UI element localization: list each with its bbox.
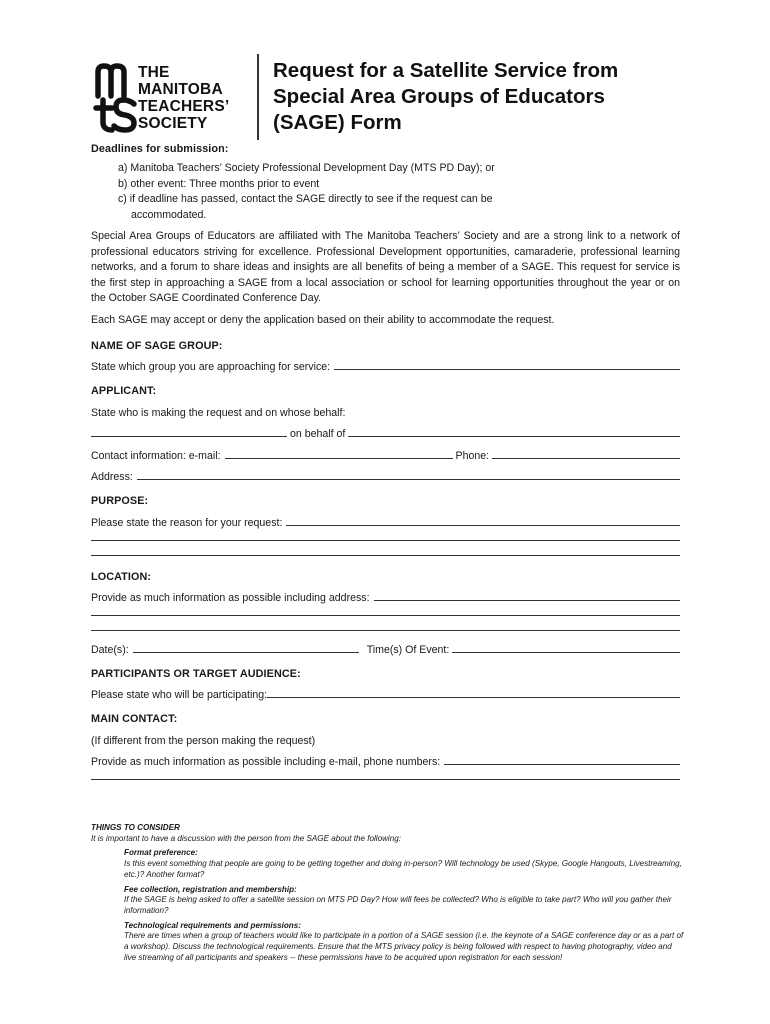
sage-group-label: State which group you are approaching for service: (91, 361, 331, 374)
on-behalf-field[interactable] (348, 427, 680, 437)
purpose-field-3[interactable] (91, 546, 680, 556)
phone-label: Phone: (455, 449, 490, 462)
title-line: Request for a Satellite Service from (273, 59, 619, 82)
consider-item (91, 921, 685, 964)
location-field-3[interactable] (91, 621, 680, 631)
location-heading: LOCATION: (91, 570, 152, 583)
consider-text: There are times when a group of teachers would like to participate in a portion of a SAGE session (i.e. the keynote of a SAGE conference day or as a part of a workshop). Discuss the technological requirements. Ensure that the MTS privacy policy is being followed with respect to having photography, video and live streaming of all participants and speakers -- these permissions have to be acquired upon registration for each session! (124, 931, 684, 962)
deadline-item: c) if deadline has passed, contact the SAGE directly to see if the request can be (118, 193, 493, 205)
logo-line: MANITOBA (138, 81, 223, 98)
consider-title: Format preference: (124, 848, 198, 858)
dates-field[interactable] (133, 643, 359, 653)
logo-line: TEACHERS’ (138, 98, 230, 115)
purpose-heading: PURPOSE: (91, 495, 149, 508)
main-contact-label: Provide as much information as possible including e-mail, phone numbers: (91, 756, 441, 769)
participants-row (91, 680, 680, 702)
contact-row (91, 440, 680, 462)
purpose-field-2[interactable] (91, 531, 680, 541)
main-contact-field[interactable] (444, 755, 680, 765)
on-behalf-label: on behalf of (290, 428, 346, 441)
location-label: Provide as much information as possible including address: (91, 592, 370, 605)
address-field[interactable] (137, 470, 680, 480)
date-time-row (91, 634, 680, 656)
intro-paragraph: Special Area Groups of Educators are affiliated with The Manitoba Teachers’ Society and are a strong link to a network of professional educators striving for excellence. Professional Development opportunities, camaraderie, professional learning networks, and a forum to share ideas and insights are all benefits of being a member of a SAGE. This request for service is the first step in approaching a SAGE from a local association or school for learning opportunities throughout the year or on the October SAGE Coordinated Conference Day. (91, 230, 680, 305)
title-line: (SAGE) Form (273, 111, 402, 134)
consider-item (91, 885, 685, 917)
participants-field[interactable] (267, 688, 680, 698)
main-contact-note: (If different from the person making the request) (91, 734, 316, 747)
logo-line: THE (138, 64, 170, 81)
phone-field[interactable] (492, 449, 680, 459)
consider-text: If the SAGE is being asked to offer a satellite session on MTS PD Day? How will fees be collected? Who is eligible to take part? Who will you gather their information? (124, 895, 672, 915)
applicant-heading: APPLICANT: (91, 385, 157, 398)
location-field-2[interactable] (91, 606, 680, 616)
form-content (91, 143, 680, 783)
consider-text: Is this event something that people are going to be getting together and doing in-person? Will technology be used (Skype, Google Hangouts, Livestreaming, etc.)? Another format? (124, 859, 682, 879)
location-field[interactable] (374, 591, 680, 601)
dates-label: Date(s): (91, 643, 129, 656)
sage-group-field[interactable] (334, 360, 680, 370)
participants-label: Please state who will be participating: (91, 689, 268, 702)
email-field[interactable] (225, 449, 453, 459)
location-row (91, 583, 680, 605)
logo-wordmark (138, 64, 229, 132)
times-label: Time(s) Of Event: (366, 643, 450, 656)
applicant-name-row (91, 419, 680, 441)
intro-paragraph-2: Each SAGE may accept or deny the application based on their ability to accommodate the request. (91, 313, 555, 326)
purpose-field[interactable] (286, 516, 680, 526)
purpose-line-3 (91, 544, 680, 559)
logo-line: SOCIETY (138, 115, 208, 132)
main-contact-row (91, 747, 680, 769)
things-intro: It is important to have a discussion with the person from the SAGE about the following: (91, 833, 401, 843)
participants-heading: PARTICIPANTS OR TARGET AUDIENCE: (91, 667, 301, 680)
main-contact-heading: MAIN CONTACT: (91, 713, 178, 726)
consider-title: Fee collection, registration and membership: (124, 884, 297, 894)
deadline-item: a) Manitoba Teachers’ Society Professional Development Day (MTS PD Day); or (118, 162, 495, 174)
purpose-label: Please state the reason for your request: (91, 516, 283, 529)
address-row (91, 462, 680, 484)
times-field[interactable] (452, 643, 680, 653)
deadlines-heading: Deadlines for submission: (91, 143, 229, 155)
things-to-consider (91, 823, 685, 963)
deadlines-list (91, 161, 680, 223)
main-contact-field-2[interactable] (91, 770, 680, 780)
header-divider (257, 54, 259, 140)
title-line: Special Area Groups of Educators (273, 85, 605, 108)
purpose-line-2 (91, 529, 680, 544)
things-heading: THINGS TO CONSIDER (91, 823, 180, 832)
main-contact-line-2 (91, 768, 680, 783)
email-label: Contact information: e-mail: (91, 449, 221, 462)
sage-group-row (91, 352, 680, 374)
consider-item (91, 848, 685, 880)
consider-title: Technological requirements and permissions: (124, 920, 301, 930)
applicant-prompt: State who is making the request and on whose behalf: (91, 406, 346, 419)
deadline-item: accommodated. (131, 208, 207, 221)
purpose-row (91, 507, 680, 529)
applicant-name-field[interactable] (91, 427, 287, 437)
address-label: Address: (91, 471, 133, 484)
location-line-3 (91, 619, 680, 634)
page-title (273, 58, 618, 136)
sage-group-heading: NAME OF SAGE GROUP: (91, 339, 223, 352)
deadline-item: b) other event: Three months prior to event (118, 177, 320, 190)
location-line-2 (91, 604, 680, 619)
